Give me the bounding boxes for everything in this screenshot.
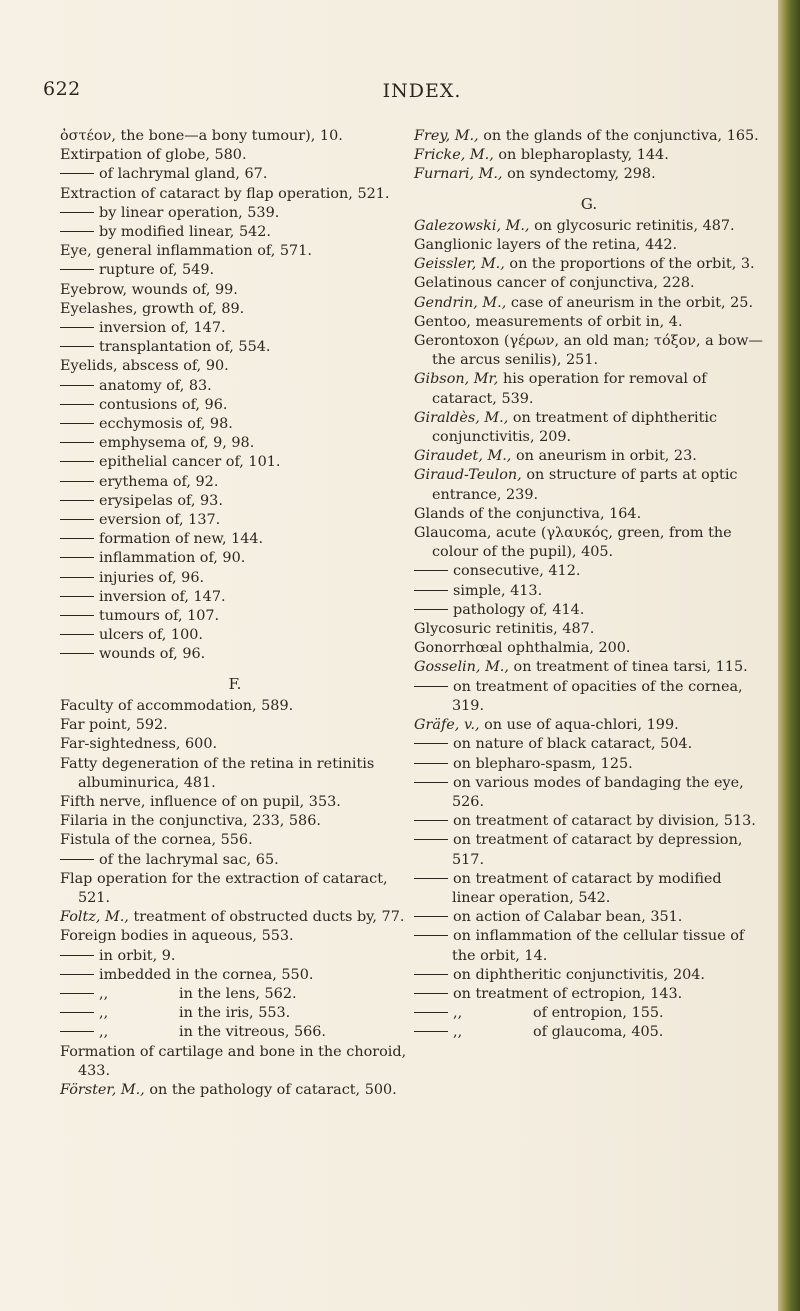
entry-text: on action of Calabar bean, 351.	[453, 909, 683, 926]
entry-text: pathology of, 414.	[453, 601, 585, 618]
index-entry: Gelatinous cancer of conjunctiva, 228.	[414, 275, 695, 292]
section-letter: G.	[580, 194, 598, 213]
repeat-dash	[60, 974, 94, 975]
author-name: Furnari, M.,	[414, 166, 503, 183]
index-entry: Foreign bodies in aqueous, 553.	[60, 928, 294, 945]
entry-text: case of aneurism in the orbit, 25.	[506, 294, 754, 311]
entry-text: in the vitreous, 566.	[179, 1024, 327, 1041]
entry-text: of glaucoma, 405.	[533, 1024, 664, 1041]
entry-text: eversion of, 137.	[99, 512, 221, 529]
entry-text: on use of aqua-chlori, 199.	[479, 717, 679, 734]
entry-text: on treatment of ectropion, 143.	[453, 985, 683, 1002]
repeat-dash	[60, 423, 94, 424]
index-entry: ὀστέον, the bone—a bony tumour), 10.	[60, 128, 343, 144]
ditto-mark: ,,	[453, 1024, 463, 1041]
index-entry	[60, 908, 410, 927]
entry-text: erythema of, 92.	[99, 473, 219, 490]
author-name: Gendrin, M.,	[414, 294, 507, 311]
repeat-dash	[60, 461, 94, 462]
index-entry: Eye, general inflammation of, 571.	[60, 243, 312, 260]
index-entry: Ganglionic layers of the retina, 442.	[414, 237, 678, 254]
index-entry: Flap operation for the extraction of cataract, 521.	[60, 870, 388, 906]
entry-text: treatment of obstructed ducts by, 77.	[128, 909, 405, 926]
repeat-dash	[60, 1031, 94, 1032]
author-name: Gibson, Mr,	[414, 371, 499, 388]
repeat-dash	[60, 481, 94, 482]
entry-text: on structure of parts at optic entrance, 239.	[432, 467, 738, 503]
index-subentry	[414, 755, 764, 774]
index-subentry	[60, 1004, 410, 1023]
entry-text: on treatment of opacities of the cornea, 319.	[452, 678, 743, 714]
author-name: Giraldès, M.,	[414, 409, 509, 426]
repeat-dash	[60, 231, 94, 232]
index-entry	[414, 409, 764, 447]
author-name: Frey, M.,	[414, 128, 479, 144]
page-number: 622	[43, 78, 81, 100]
ditto-mark: ,,	[99, 1005, 109, 1022]
index-subentry	[60, 588, 410, 607]
entry-text: on nature of black cataract, 504.	[453, 736, 693, 753]
index-subentry	[414, 831, 764, 869]
ditto-mark: ,,	[99, 985, 109, 1002]
repeat-dash	[60, 557, 94, 558]
index-entry	[414, 447, 764, 466]
index-entry: Fifth nerve, influence of on pupil, 353.	[60, 793, 341, 810]
index-entry: Fatty degeneration of the retina in retinitis albuminurica, 481.	[60, 755, 375, 791]
entry-text: by linear operation, 539.	[99, 204, 280, 221]
index-entry	[414, 255, 764, 274]
entry-text: on treatment of cataract by depression, 517.	[452, 832, 743, 868]
entry-text: on the glands of the conjunctiva, 165.	[478, 128, 759, 144]
repeat-dash	[414, 743, 448, 744]
entry-text: emphysema of, 9, 98.	[99, 435, 255, 452]
section-letter: F.	[228, 674, 242, 693]
repeat-dash	[414, 974, 448, 975]
entry-text: tumours of, 107.	[99, 608, 220, 625]
index-entry: Filaria in the conjunctiva, 233, 586.	[60, 813, 321, 830]
index-entry: Eyebrow, wounds of, 99.	[60, 281, 238, 298]
index-entry	[414, 294, 764, 313]
entry-text: wounds of, 96.	[99, 646, 206, 663]
repeat-dash	[60, 577, 94, 578]
index-subentry	[60, 549, 410, 568]
repeat-dash	[414, 820, 448, 821]
repeat-dash	[60, 327, 94, 328]
left-column	[60, 127, 410, 1100]
repeat-dash	[414, 1012, 448, 1013]
index-entry: Faculty of accommodation, 589.	[60, 697, 294, 714]
repeat-dash	[60, 212, 94, 213]
index-entry	[414, 127, 764, 146]
entry-text: on diphtheritic conjunctivitis, 204.	[453, 966, 705, 983]
index-subentry	[60, 338, 410, 357]
index-subentry	[60, 1023, 410, 1042]
index-subentry	[414, 735, 764, 754]
entry-text: inversion of, 147.	[99, 320, 226, 337]
entry-text: his operation for removal of cataract, 539.	[432, 371, 707, 407]
index-entry: Gonorrhœal ophthalmia, 200.	[414, 640, 631, 657]
entry-text: on blepharoplasty, 144.	[493, 147, 669, 164]
entry-text: injuries of, 96.	[99, 569, 205, 586]
index-subentry	[414, 985, 764, 1004]
entry-text: of lachrymal gland, 67.	[99, 166, 268, 183]
index-entry: Far-sightedness, 600.	[60, 736, 218, 753]
index-entry	[414, 716, 764, 735]
index-subentry	[60, 261, 410, 280]
index-subentry	[414, 812, 764, 831]
entry-text: on various modes of bandaging the eye, 526.	[452, 774, 744, 810]
entry-text: on syndectomy, 298.	[502, 166, 656, 183]
index-subentry	[60, 985, 410, 1004]
repeat-dash	[414, 763, 448, 764]
entry-text: imbedded in the cornea, 550.	[99, 966, 314, 983]
entry-text: simple, 413.	[453, 582, 543, 599]
repeat-dash	[60, 173, 94, 174]
entry-text: on aneurism in orbit, 23.	[511, 448, 697, 465]
index-entry: Glycosuric retinitis, 487.	[414, 621, 595, 638]
entry-text: ulcers of, 100.	[99, 627, 203, 644]
index-subentry	[60, 607, 410, 626]
repeat-dash	[60, 404, 94, 405]
index-subentry	[60, 966, 410, 985]
index-entry: Formation of cartilage and bone in the choroid, 433.	[60, 1043, 407, 1079]
index-subentry	[414, 562, 764, 581]
entry-text: anatomy of, 83.	[99, 377, 212, 394]
entry-text: consecutive, 412.	[453, 563, 581, 580]
entry-text: epithelial cancer of, 101.	[99, 454, 281, 471]
index-entry	[60, 1081, 410, 1100]
entry-text: of the lachrymal sac, 65.	[99, 851, 279, 868]
index-subentry	[60, 645, 410, 664]
entry-text: erysipelas of, 93.	[99, 492, 223, 509]
entry-text: on treatment of cataract by modified linear operation, 542.	[452, 870, 722, 906]
index-subentry	[60, 204, 410, 223]
entry-text: of entropion, 155.	[533, 1005, 664, 1022]
index-subentry	[60, 415, 410, 434]
index-subentry	[414, 582, 764, 601]
index-subentry	[414, 774, 764, 812]
repeat-dash	[60, 615, 94, 616]
index-entry: Extirpation of globe, 580.	[60, 147, 247, 164]
repeat-dash	[60, 955, 94, 956]
index-subentry	[60, 473, 410, 492]
index-entry: Extraction of cataract by flap operation, 521.	[60, 185, 390, 202]
author-name: Giraud-Teulon,	[414, 467, 522, 484]
index-entry	[414, 658, 764, 677]
right-column	[414, 127, 764, 1043]
repeat-dash	[414, 935, 448, 936]
repeat-dash	[414, 1031, 448, 1032]
repeat-dash	[60, 653, 94, 654]
index-subentry	[414, 601, 764, 620]
entry-text: on the proportions of the orbit, 3.	[504, 256, 755, 273]
repeat-dash	[414, 782, 448, 783]
index-subentry	[60, 569, 410, 588]
entry-text: on treatment of tinea tarsi, 115.	[508, 659, 748, 676]
repeat-dash	[60, 596, 94, 597]
entry-text: on the pathology of cataract, 500.	[144, 1081, 397, 1098]
repeat-dash	[414, 916, 448, 917]
entry-text: in the iris, 553.	[179, 1005, 291, 1022]
index-subentry	[60, 851, 410, 870]
entry-text: on glycosuric retinitis, 487.	[529, 217, 735, 234]
index-subentry	[414, 1023, 764, 1042]
repeat-dash	[60, 385, 94, 386]
entry-text: ecchymosis of, 98.	[99, 416, 233, 433]
index-subentry	[60, 377, 410, 396]
entry-text: contusions of, 96.	[99, 396, 228, 413]
repeat-dash	[414, 839, 448, 840]
entry-text: inflammation of, 90.	[99, 550, 246, 567]
index-entry: Far point, 592.	[60, 717, 168, 734]
entry-text: formation of new, 144.	[99, 531, 264, 548]
index-entry: Gentoo, measurements of orbit in, 4.	[414, 313, 683, 330]
author-name: Förster, M.,	[60, 1081, 145, 1098]
repeat-dash	[414, 570, 448, 571]
author-name: Gosselin, M.,	[414, 659, 509, 676]
entry-text: on treatment of diphtheritic conjunctivitis, 209.	[432, 409, 718, 446]
entry-text: rupture of, 549.	[99, 262, 215, 279]
index-subentry	[414, 966, 764, 985]
index-subentry	[414, 1004, 764, 1023]
index-entry	[414, 165, 764, 184]
repeat-dash	[60, 269, 94, 270]
index-entry: Glands of the conjunctiva, 164.	[414, 505, 642, 522]
repeat-dash	[414, 609, 448, 610]
index-subentry	[60, 947, 410, 966]
index-subentry	[60, 626, 410, 645]
entry-text: in orbit, 9.	[99, 947, 176, 964]
index-subentry	[60, 492, 410, 511]
index-subentry	[60, 165, 410, 184]
repeat-dash	[60, 500, 94, 501]
index-entry: Glaucoma, acute (γλαυκός, green, from the colour of the pupil), 405.	[414, 525, 732, 561]
book-spine-edge	[778, 0, 800, 1311]
index-subentry	[414, 908, 764, 927]
entry-text: inversion of, 147.	[99, 588, 226, 605]
repeat-dash	[414, 878, 448, 879]
index-subentry	[414, 870, 764, 908]
author-name: Giraudet, M.,	[414, 448, 512, 465]
repeat-dash	[60, 519, 94, 520]
entry-text: in the lens, 562.	[179, 985, 297, 1002]
entry-text: by modified linear, 542.	[99, 224, 271, 241]
author-name: Gräfe, v.,	[414, 717, 480, 734]
ditto-mark: ,,	[453, 1005, 463, 1022]
repeat-dash	[414, 993, 448, 994]
author-name: Geissler, M.,	[414, 256, 505, 273]
repeat-dash	[60, 634, 94, 635]
ditto-mark: ,,	[99, 1024, 109, 1041]
repeat-dash	[60, 993, 94, 994]
index-subentry	[60, 319, 410, 338]
repeat-dash	[60, 1012, 94, 1013]
entry-text: on treatment of cataract by division, 513.	[453, 813, 756, 830]
repeat-dash	[60, 859, 94, 860]
repeat-dash	[414, 686, 448, 687]
index-entry: Gerontoxon (γέρων, an old man; τόξον, a bow—the arcus senilis), 251.	[414, 333, 763, 369]
index-subentry	[414, 678, 764, 716]
repeat-dash	[60, 346, 94, 347]
index-subentry	[60, 396, 410, 415]
entry-text: transplantation of, 554.	[99, 339, 271, 356]
index-entry: Fistula of the cornea, 556.	[60, 832, 253, 849]
index-subentry	[60, 223, 410, 242]
index-entry	[414, 217, 764, 236]
index-subentry	[60, 530, 410, 549]
index-entry	[414, 146, 764, 165]
author-name: Galezowski, M.,	[414, 217, 530, 234]
repeat-dash	[60, 442, 94, 443]
index-subentry	[60, 511, 410, 530]
repeat-dash	[414, 590, 448, 591]
entry-text: on blepharo-spasm, 125.	[453, 755, 633, 772]
index-entry	[414, 370, 764, 408]
repeat-dash	[60, 538, 94, 539]
index-entry: Eyelids, abscess of, 90.	[60, 358, 229, 375]
index-subentry	[60, 453, 410, 472]
index-entry: Eyelashes, growth of, 89.	[60, 300, 245, 317]
index-subentry	[414, 927, 764, 965]
index-subentry	[60, 434, 410, 453]
running-head: INDEX.	[382, 80, 462, 102]
index-entry	[414, 466, 764, 504]
author-name: Fricke, M.,	[414, 147, 494, 164]
author-name: Foltz, M.,	[60, 909, 129, 926]
entry-text: on inflammation of the cellular tissue of the orbit, 14.	[452, 928, 745, 964]
